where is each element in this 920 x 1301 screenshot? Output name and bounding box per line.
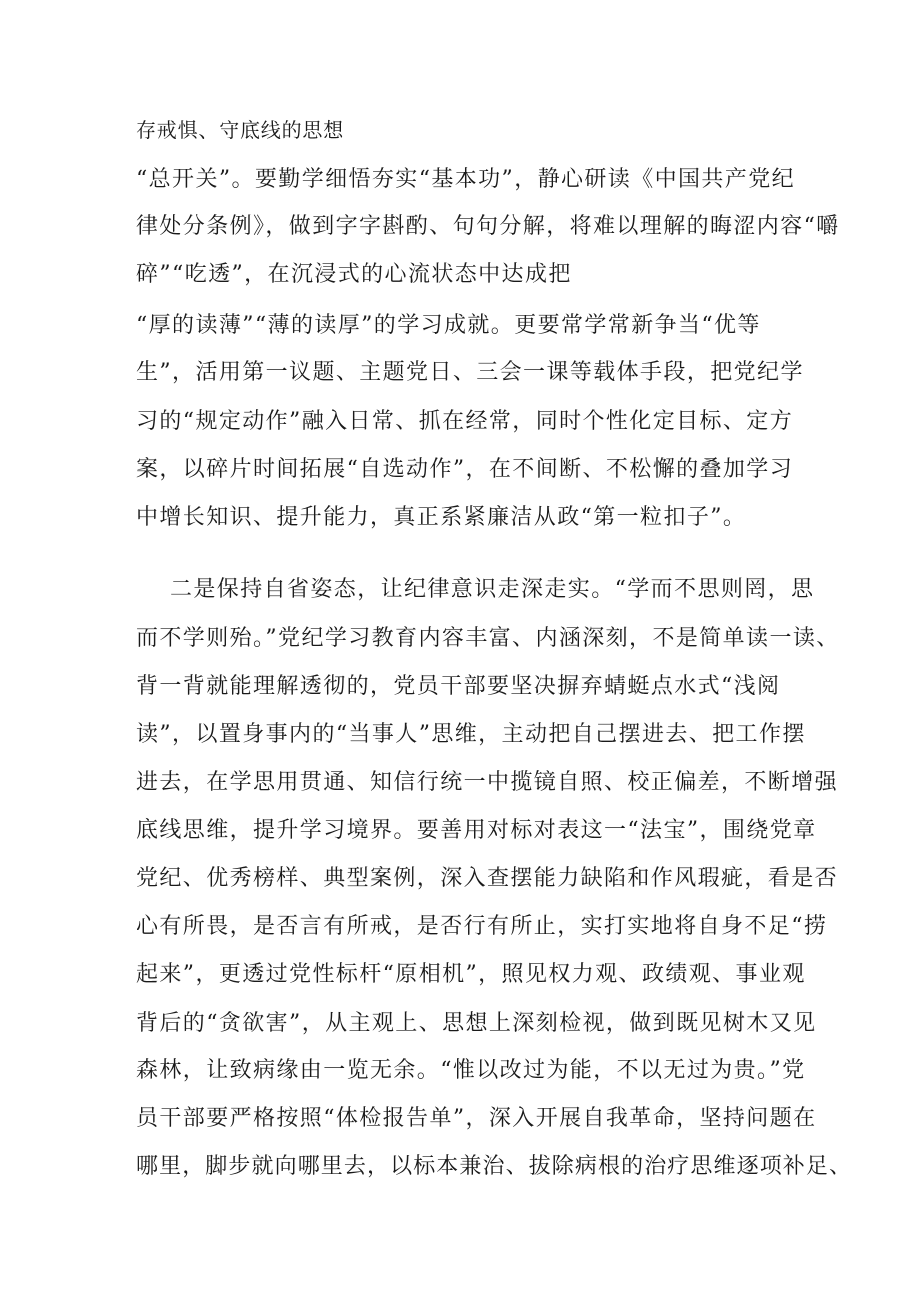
text-line-9: 中增长知识、提升能力，真正系紧廉洁从政“第一粒扣子”。 (136, 505, 747, 530)
text-line-3: 律处分条例》，做到字字斟酌、句句分解，将难以理解的晦涩内容“嚼 (136, 214, 840, 239)
text-line-22: 哪里，脚步就向哪里去，以标本兼治、拔除病根的治疗思维逐项补足、 (136, 1154, 853, 1179)
text-line-20: 森林，让致病缘由一览无余。“惟以改过为能，不以无过为贵。”党 (136, 1058, 806, 1083)
text-line-12: 背一背就能理解透彻的，党员干部要坚决摒弃蜻蜓点水式“浅阅 (136, 674, 781, 699)
text-line-17: 心有所畏，是否言有所戒，是否行有所止，实打实地将自身不足“捞 (136, 914, 828, 939)
text-line-2: “总开关”。要勤学细悟夯实“基本功”，静心研读《中国共产党纪 (136, 167, 795, 192)
text-line-13: 读”，以置身事内的“当事人”思维，主动把自己摆进去、把工作摆 (136, 722, 806, 747)
text-line-21: 员干部要严格按照“体检报告单”，深入开展自我革命，坚持问题在 (136, 1106, 817, 1131)
text-line-8: 案，以碎片时间拓展“自选动作”，在不间断、不松懈的叠加学习 (136, 457, 794, 482)
text-line-18: 起来”，更透过党性标杆“原相机”，照见权力观、政绩观、事业观 (136, 962, 806, 987)
text-line-6: 生”，活用第一议题、主题党日、三会一课等载体手段，把党纪学 (136, 360, 804, 385)
text-line-10: 二是保持自省姿态，让纪律意识走深走实。“学而不思则罔，思 (170, 577, 815, 602)
text-line-5: “厚的读薄”“薄的读厚”的学习成就。更要常学常新争当“优等 (136, 313, 761, 338)
text-line-4: 碎”“吃透”，在沉浸式的心流状态中达成把 (136, 262, 572, 287)
text-line-15: 底线思维，提升学习境界。要善用对标对表这一“法宝”，围绕党章 (136, 818, 817, 843)
text-line-19: 背后的“贪欲害”，从主观上、思想上深刻检视，做到既见树木又见 (136, 1011, 817, 1036)
text-line-7: 习的“规定动作”融入日常、抓在经常，同时个性化定目标、定方 (136, 409, 794, 434)
text-line-14: 进去，在学思用贯通、知信行统一中揽镜自照、校正偏差，不断增强 (136, 770, 839, 795)
text-line-16: 党纪、优秀榜样、典型案例，深入查摆能力缺陷和作风瑕疵，看是否 (136, 866, 839, 891)
text-line-11: 而不学则殆。”党纪学习教育内容丰富、内涵深刻，不是简单读一读、 (136, 626, 840, 651)
text-line-1: 存戒惧、守底线的思想 (136, 118, 344, 142)
